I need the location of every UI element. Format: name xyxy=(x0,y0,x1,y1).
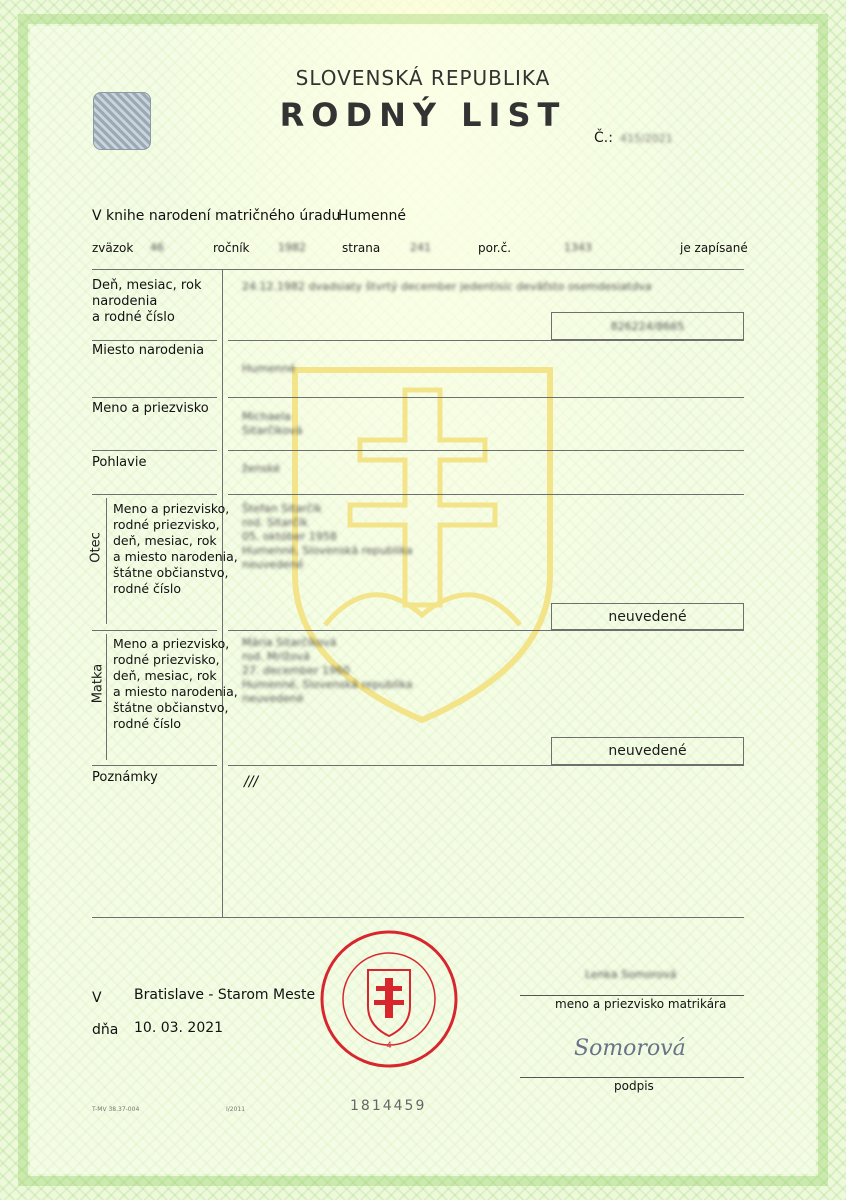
father-value: Štefan Sitarčík rod. Sitarčík 05. október 1958 Humenné, Slovenská republika neuvedené xyxy=(242,502,413,571)
name-value: Michaela Sitarčíková xyxy=(242,410,303,437)
year-value: 1982 xyxy=(278,241,306,254)
row-divider xyxy=(92,630,217,631)
table-top-rule xyxy=(92,269,744,270)
birth-value: 24.12.1982 dvadsiaty štvrtý december jedentisíc deväťsto osemdesiatdva xyxy=(242,280,652,293)
issue-place: Bratislave - Starom Meste xyxy=(134,987,316,1003)
registry-office: Humenné xyxy=(338,208,407,224)
row-divider xyxy=(228,397,744,398)
certificate-number: 415/2021 xyxy=(620,132,673,145)
row-divider xyxy=(92,397,217,398)
order-label: por.č. xyxy=(478,241,512,255)
form-version: I/2011 xyxy=(226,1106,246,1113)
place-label: Miesto narodenia xyxy=(92,343,205,358)
birth-number-box xyxy=(551,312,744,340)
row-divider xyxy=(228,450,744,451)
row-divider xyxy=(228,340,744,341)
birth-label: Deň, mesiac, rok narodenia a rodné číslo xyxy=(92,278,202,325)
row-divider xyxy=(92,450,217,451)
registrar-dotted-line xyxy=(520,995,744,996)
stamp-number: 4 xyxy=(386,1040,392,1050)
sex-label: Pohlavie xyxy=(92,455,147,470)
order-value: 1343 xyxy=(564,241,592,254)
row-divider xyxy=(228,765,744,766)
official-stamp xyxy=(318,928,460,1070)
issue-date: 10. 03. 2021 xyxy=(134,1020,224,1036)
mother-label: Meno a priezvisko, rodné priezvisko, deň, mesiac, rok a miesto narodenia, štátne občianstvo, rodné číslo xyxy=(113,636,238,731)
volume-value: 46 xyxy=(150,241,164,254)
signature-caption: podpis xyxy=(614,1079,654,1093)
row-divider xyxy=(228,494,744,495)
mother-id: neuvedené xyxy=(608,743,687,759)
father-id-box xyxy=(551,603,744,630)
row-divider xyxy=(228,630,744,631)
place-value: Humenné xyxy=(242,362,296,375)
row-divider xyxy=(92,765,217,766)
notes-label: Poznámky xyxy=(92,770,158,785)
volume-label: zväzok xyxy=(92,241,134,255)
mother-side-rule xyxy=(106,634,107,760)
father-side-rule xyxy=(106,498,107,624)
form-code: T-MV 38.37-004 xyxy=(92,1106,140,1113)
sex-value: ženské xyxy=(242,462,280,475)
number-label: Č.: xyxy=(594,130,613,146)
handwritten-signature xyxy=(574,1036,694,1080)
row-divider xyxy=(92,494,217,495)
date-prefix: dňa xyxy=(92,1022,119,1038)
father-label: Meno a priezvisko, rodné priezvisko, deň, mesiac, rok a miesto narodenia, štátne občianstvo, rodné číslo xyxy=(113,501,238,596)
recorded-label: je zapísané xyxy=(680,241,748,255)
document-title: RODNÝ LIST xyxy=(279,96,567,134)
table-bottom-rule xyxy=(92,917,744,918)
registrar-name: Lenka Somorová xyxy=(585,968,677,981)
father-side-label: Otec xyxy=(88,532,104,563)
country-heading: SLOVENSKÁ REPUBLIKA xyxy=(295,66,551,90)
mother-side-label: Matka xyxy=(90,663,106,704)
name-label: Meno a priezvisko xyxy=(92,401,209,416)
signature-dotted-line xyxy=(520,1077,744,1078)
registry-intro: V knihe narodení matričného úradu xyxy=(92,208,341,224)
signature-text: Somorová xyxy=(574,1036,686,1061)
page-label: strana xyxy=(342,241,381,255)
registrar-caption: meno a priezvisko matrikára xyxy=(555,997,727,1011)
page-value: 241 xyxy=(410,241,431,254)
notes-value: /// xyxy=(244,774,259,790)
place-prefix: V xyxy=(92,990,102,1006)
serial-number: 1814459 xyxy=(350,1098,427,1114)
birth-number: 826224/8665 xyxy=(610,320,685,333)
year-label: ročník xyxy=(213,241,250,255)
row-divider xyxy=(92,340,217,341)
mother-id-box xyxy=(551,737,744,765)
father-id: neuvedené xyxy=(608,609,687,625)
mother-value: Mária Sitarčíková rod. Mrížová 27. december 1960 Humenné, Slovenská republika neuvedené xyxy=(242,636,413,705)
